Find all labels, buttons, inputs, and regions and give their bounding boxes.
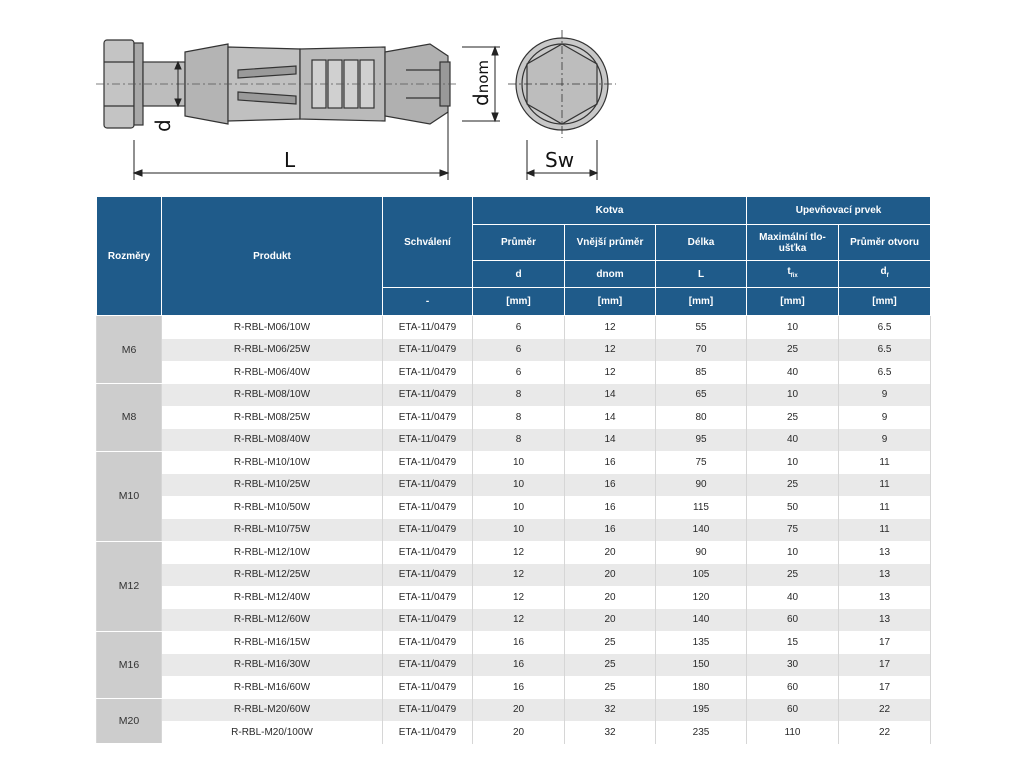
cell-product: R-RBL-M10/10W — [162, 451, 383, 474]
cell-dnom: 16 — [565, 451, 656, 474]
table-row — [97, 519, 931, 542]
table-row — [97, 429, 931, 452]
cell-df: 6.5 — [839, 316, 931, 339]
cell-d: 8 — [473, 384, 565, 407]
cell-df: 13 — [839, 541, 931, 564]
cell-approval: ETA-11/0479 — [383, 519, 473, 542]
cell-product: R-RBL-M06/25W — [162, 339, 383, 362]
size-cell: M10 — [97, 451, 162, 541]
label-d: d — [151, 119, 175, 132]
cell-df: 17 — [839, 654, 931, 677]
cell-d: 12 — [473, 609, 565, 632]
cell-tfix: 10 — [747, 541, 839, 564]
header-vnejsi-prumer: Vnější průměr — [565, 225, 656, 261]
cell-dnom: 14 — [565, 384, 656, 407]
cell-product: R-RBL-M10/75W — [162, 519, 383, 542]
cell-df: 13 — [839, 609, 931, 632]
cell-approval: ETA-11/0479 — [383, 474, 473, 497]
cell-df: 9 — [839, 406, 931, 429]
cell-L: 105 — [656, 564, 747, 587]
header-prumer-otvoru: Průměr otvoru — [839, 225, 931, 261]
header-rozmery: Rozměry — [97, 197, 162, 316]
cell-dnom: 16 — [565, 474, 656, 497]
cell-d: 16 — [473, 654, 565, 677]
cell-L: 135 — [656, 631, 747, 654]
cell-d: 6 — [473, 316, 565, 339]
cell-dnom: 14 — [565, 429, 656, 452]
unit-schvaleni: - — [383, 288, 473, 316]
cell-approval: ETA-11/0479 — [383, 496, 473, 519]
size-cell: M8 — [97, 384, 162, 452]
cell-d: 16 — [473, 631, 565, 654]
cell-tfix: 10 — [747, 384, 839, 407]
spec-table-body — [97, 316, 931, 744]
cell-d: 12 — [473, 586, 565, 609]
cell-dnom: 16 — [565, 519, 656, 542]
table-row — [97, 721, 931, 744]
cell-approval: ETA-11/0479 — [383, 384, 473, 407]
cell-d: 10 — [473, 496, 565, 519]
header-produkt: Produkt — [162, 197, 383, 316]
cell-product: R-RBL-M12/10W — [162, 541, 383, 564]
cell-product: R-RBL-M06/10W — [162, 316, 383, 339]
table-row — [97, 586, 931, 609]
header-prumer: Průměr — [473, 225, 565, 261]
header-kotva: Kotva — [473, 197, 747, 225]
cell-approval: ETA-11/0479 — [383, 339, 473, 362]
cell-tfix: 10 — [747, 316, 839, 339]
header-max-tloustka: Maximální tlo- ušťka — [747, 225, 839, 261]
cell-dnom: 25 — [565, 676, 656, 699]
cell-tfix: 30 — [747, 654, 839, 677]
cell-tfix: 50 — [747, 496, 839, 519]
table-row — [97, 316, 931, 339]
table-row — [97, 474, 931, 497]
table-row — [97, 541, 931, 564]
cell-L: 95 — [656, 429, 747, 452]
cell-tfix: 75 — [747, 519, 839, 542]
cell-product: R-RBL-M20/60W — [162, 699, 383, 722]
cell-approval: ETA-11/0479 — [383, 676, 473, 699]
cell-d: 10 — [473, 519, 565, 542]
cell-approval: ETA-11/0479 — [383, 631, 473, 654]
table-row — [97, 451, 931, 474]
size-cell: M12 — [97, 541, 162, 631]
cell-L: 85 — [656, 361, 747, 384]
anchor-technical-drawing — [0, 0, 1024, 196]
cell-tfix: 40 — [747, 361, 839, 384]
unit-L: [mm] — [656, 288, 747, 316]
cell-tfix: 25 — [747, 339, 839, 362]
cell-d: 6 — [473, 361, 565, 384]
cell-dnom: 25 — [565, 654, 656, 677]
label-dnom: dnom — [469, 60, 493, 106]
table-row — [97, 699, 931, 722]
symbol-d: d — [473, 261, 565, 288]
size-cell: M16 — [97, 631, 162, 699]
cell-approval: ETA-11/0479 — [383, 541, 473, 564]
cell-dnom: 32 — [565, 699, 656, 722]
cell-product: R-RBL-M08/10W — [162, 384, 383, 407]
cell-approval: ETA-11/0479 — [383, 451, 473, 474]
cell-L: 70 — [656, 339, 747, 362]
cell-L: 75 — [656, 451, 747, 474]
cell-L: 65 — [656, 384, 747, 407]
cell-approval: ETA-11/0479 — [383, 609, 473, 632]
cell-tfix: 60 — [747, 699, 839, 722]
unit-df: [mm] — [839, 288, 931, 316]
symbol-dnom: dnom — [565, 261, 656, 288]
cell-dnom: 12 — [565, 361, 656, 384]
cell-tfix: 25 — [747, 474, 839, 497]
cell-dnom: 20 — [565, 586, 656, 609]
cell-tfix: 25 — [747, 406, 839, 429]
cell-d: 10 — [473, 474, 565, 497]
cell-tfix: 110 — [747, 721, 839, 744]
cell-L: 115 — [656, 496, 747, 519]
cell-dnom: 12 — [565, 339, 656, 362]
cell-approval: ETA-11/0479 — [383, 429, 473, 452]
cell-product: R-RBL-M20/100W — [162, 721, 383, 744]
cell-dnom: 12 — [565, 316, 656, 339]
size-cell: M6 — [97, 316, 162, 384]
cell-tfix: 60 — [747, 676, 839, 699]
cell-approval: ETA-11/0479 — [383, 564, 473, 587]
cell-dnom: 20 — [565, 564, 656, 587]
label-sw: Sw — [545, 148, 575, 172]
cell-L: 140 — [656, 609, 747, 632]
symbol-df: $d_f$ — [839, 261, 931, 288]
table-row — [97, 361, 931, 384]
cell-dnom: 14 — [565, 406, 656, 429]
cell-product: R-RBL-M16/60W — [162, 676, 383, 699]
cell-product: R-RBL-M16/15W — [162, 631, 383, 654]
cell-df: 22 — [839, 699, 931, 722]
cell-L: 90 — [656, 474, 747, 497]
cell-approval: ETA-11/0479 — [383, 361, 473, 384]
unit-d: [mm] — [473, 288, 565, 316]
cell-d: 12 — [473, 564, 565, 587]
cell-d: 8 — [473, 429, 565, 452]
cell-d: 8 — [473, 406, 565, 429]
cell-df: 13 — [839, 564, 931, 587]
cell-product: R-RBL-M12/60W — [162, 609, 383, 632]
cell-dnom: 20 — [565, 609, 656, 632]
cell-d: 6 — [473, 339, 565, 362]
table-row — [97, 631, 931, 654]
cell-approval: ETA-11/0479 — [383, 654, 473, 677]
cell-df: 13 — [839, 586, 931, 609]
cell-df: 11 — [839, 519, 931, 542]
cell-d: 20 — [473, 721, 565, 744]
cell-df: 11 — [839, 451, 931, 474]
cell-df: 9 — [839, 429, 931, 452]
cell-product: R-RBL-M10/25W — [162, 474, 383, 497]
table-row — [97, 676, 931, 699]
cell-approval: ETA-11/0479 — [383, 316, 473, 339]
cell-L: 235 — [656, 721, 747, 744]
cell-dnom: 16 — [565, 496, 656, 519]
table-row — [97, 496, 931, 519]
table-row — [97, 406, 931, 429]
cell-df: 6.5 — [839, 339, 931, 362]
unit-tfix: [mm] — [747, 288, 839, 316]
cell-df: 11 — [839, 496, 931, 519]
table-row — [97, 339, 931, 362]
cell-product: R-RBL-M12/40W — [162, 586, 383, 609]
cell-product: R-RBL-M16/30W — [162, 654, 383, 677]
header-delka: Délka — [656, 225, 747, 261]
cell-tfix: 40 — [747, 429, 839, 452]
header-schvaleni: Schválení — [383, 197, 473, 288]
symbol-L: L — [656, 261, 747, 288]
cell-tfix: 60 — [747, 609, 839, 632]
cell-tfix: 25 — [747, 564, 839, 587]
cell-L: 120 — [656, 586, 747, 609]
header-upevnovaci: Upevňovací prvek — [747, 197, 931, 225]
cell-product: R-RBL-M08/40W — [162, 429, 383, 452]
cell-df: 6.5 — [839, 361, 931, 384]
cell-tfix: 10 — [747, 451, 839, 474]
cell-dnom: 32 — [565, 721, 656, 744]
cell-d: 12 — [473, 541, 565, 564]
table-row — [97, 654, 931, 677]
cell-d: 10 — [473, 451, 565, 474]
cell-dnom: 20 — [565, 541, 656, 564]
cell-L: 180 — [656, 676, 747, 699]
cell-product: R-RBL-M08/25W — [162, 406, 383, 429]
cell-L: 195 — [656, 699, 747, 722]
table-row — [97, 564, 931, 587]
cell-L: 90 — [656, 541, 747, 564]
cell-approval: ETA-11/0479 — [383, 586, 473, 609]
size-cell: M20 — [97, 699, 162, 744]
cell-df: 17 — [839, 631, 931, 654]
table-row — [97, 384, 931, 407]
cell-tfix: 40 — [747, 586, 839, 609]
cell-product: R-RBL-M06/40W — [162, 361, 383, 384]
anchor-end-view — [508, 30, 616, 138]
cell-df: 17 — [839, 676, 931, 699]
cell-tfix: 15 — [747, 631, 839, 654]
cell-d: 16 — [473, 676, 565, 699]
cell-product: R-RBL-M12/25W — [162, 564, 383, 587]
anchor-spec-table — [96, 196, 931, 744]
cell-approval: ETA-11/0479 — [383, 699, 473, 722]
cell-dnom: 25 — [565, 631, 656, 654]
symbol-tfix: $t_{fix}$ — [747, 261, 839, 288]
cell-df: 9 — [839, 384, 931, 407]
unit-dnom: [mm] — [565, 288, 656, 316]
cell-L: 140 — [656, 519, 747, 542]
cell-d: 20 — [473, 699, 565, 722]
cell-L: 150 — [656, 654, 747, 677]
cell-L: 80 — [656, 406, 747, 429]
table-row — [97, 609, 931, 632]
cell-approval: ETA-11/0479 — [383, 406, 473, 429]
cell-product: R-RBL-M10/50W — [162, 496, 383, 519]
cell-df: 11 — [839, 474, 931, 497]
cell-L: 55 — [656, 316, 747, 339]
cell-approval: ETA-11/0479 — [383, 721, 473, 744]
label-L: L — [284, 148, 296, 172]
cell-df: 22 — [839, 721, 931, 744]
